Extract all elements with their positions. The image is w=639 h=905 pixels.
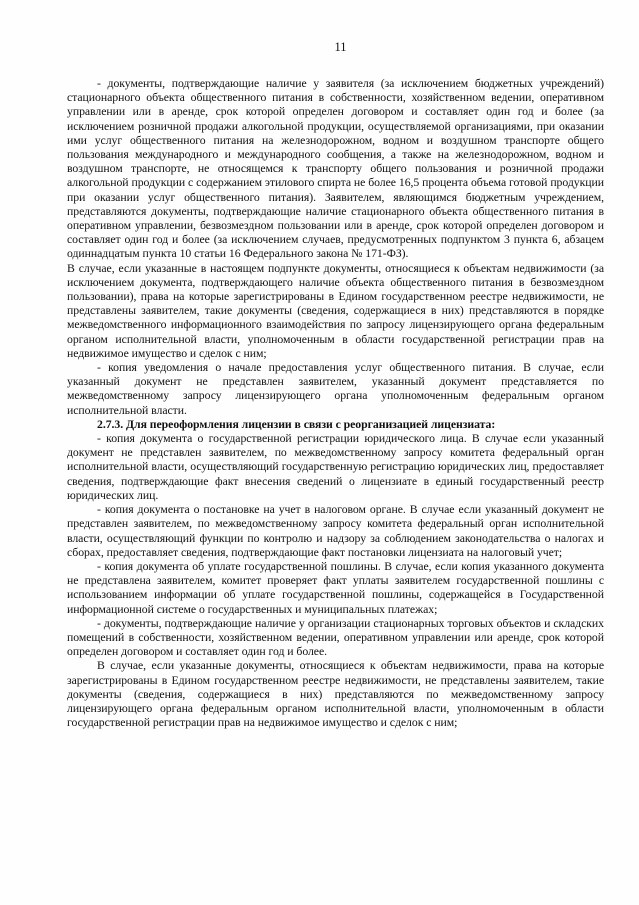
- paragraph-registration-doc-copy: - копия документа о государственной регистрации юридического лица. В случае если указанный документ не представлен заявителем, по межведомственному запросу комитета федеральный орган исполнительной власти, осуществляющий государственную регистрацию юридических лиц, предоставляет сведения, подтверждающие факт внесения сведений о лицензиате в единый государственный реестр юридических лиц.: [67, 432, 604, 502]
- section-heading-2-7-3: 2.7.3. Для переоформления лицензии в связи с реорганизацией лицензиата:: [97, 417, 496, 431]
- paragraph-catering-notice-copy: - копия уведомления о начале предоставления услуг общественного питания. В случае, если указанный документ не представлен заявителем, указанный документ представляется по межведомственному запросу лицензирующего органа уполномоченным федеральным органом исполнительной власти.: [67, 361, 604, 417]
- paragraph-tax-registration-copy: - копия документа о постановке на учет в налоговом органе. В случае если указанный документ не представлен заявителем, по межведомственному запросу комитета федеральный орган исполнительной власти, осуществляющий функции по контролю и надзору за соблюдением законодательства о налогах и сборах, предоставляет сведения, подтверждающие факт постановки лицензиата на налоговый учет;: [67, 503, 604, 559]
- paragraph-warehouse-docs: - документы, подтверждающие наличие у организации стационарных торговых объектов и складских помещений в собственности, хозяйственном ведении, оперативном управлении или аренде, срок которой определен договором и составляет один год и более.: [67, 616, 604, 659]
- page-number: 11: [334, 40, 347, 54]
- paragraph-real-estate-registry: В случае, если указанные документы, относящиеся к объектам недвижимости, права на которые зарегистрированы в Едином государственном реестре недвижимости, не представлены заявителем, такие документы (сведения, содержащиеся в них) представляются по межведомственному запросу лицензирующего органа федеральным органом исполнительной власти, уполномоченным в области государственной регистрации прав на недвижимое имущество и сделок с ним;: [67, 659, 604, 730]
- paragraph-real-estate-interagency: В случае, если указанные в настоящем подпункте документы, относящиеся к объектам недвижимости (за исключением документа, подтверждающего наличие объекта общественного питания в безвозмездном пользовании), права на которые зарегистрированы в Едином государственном реестре недвижимости, не представлены заявителем, такие документы (сведения, содержащиеся в них) представляются в порядке межведомственного информационного взаимодействия по запросу лицензирующего органа федеральным органом исполнительной власти, уполномоченным в области государственной регистрации прав на недвижимое имущество и сделок с ним;: [67, 261, 604, 360]
- paragraph-state-duty-copy: - копия документа об уплате государственной пошлины. В случае, если копия указанного документа не представлена заявителем, комитет проверяет факт уплаты заявителем государственной пошлины с использованием информации об уплате государственной пошлины, содержащейся в Государственной информационной системе о государственных и муниципальных платежах;: [67, 559, 604, 616]
- paragraph-stationary-catering-docs: - документы, подтверждающие наличие у заявителя (за исключением бюджетных учреждений) стационарного объекта общественного питания в собственности, хозяйственном ведении, оперативном управлении или в аренде, срок которой определен договором и составляет один год и более (за исключением розничной продажи алкогольной продукции, осуществляемой организациями, при оказании ими услуг общественного питания на железнодорожном, водном и воздушном транспорте общего пользования международного и международного сообщения, а также на железнодорожном, водном и воздушном транспорте, не относящемся к транспорту общего пользования и розничной продажи алкогольной продукции с содержанием этилового спирта не более 16,5 процента объема готовой продукции при оказании услуг общественного питания). Заявителем, являющимся бюджетным учреждением, представляются документы, подтверждающие наличие стационарного объекта общественного питания в оперативном управлении, безвозмездном пользовании или в аренде, срок которой определен договором и составляет один год и более (за исключением случаев, предусмотренных подпунктом 3 пункта 6, абзацем одиннадцатым пункта 10 статьи 16 Федерального закона № 171-ФЗ).: [67, 77, 604, 261]
- document-body: [67, 77, 604, 730]
